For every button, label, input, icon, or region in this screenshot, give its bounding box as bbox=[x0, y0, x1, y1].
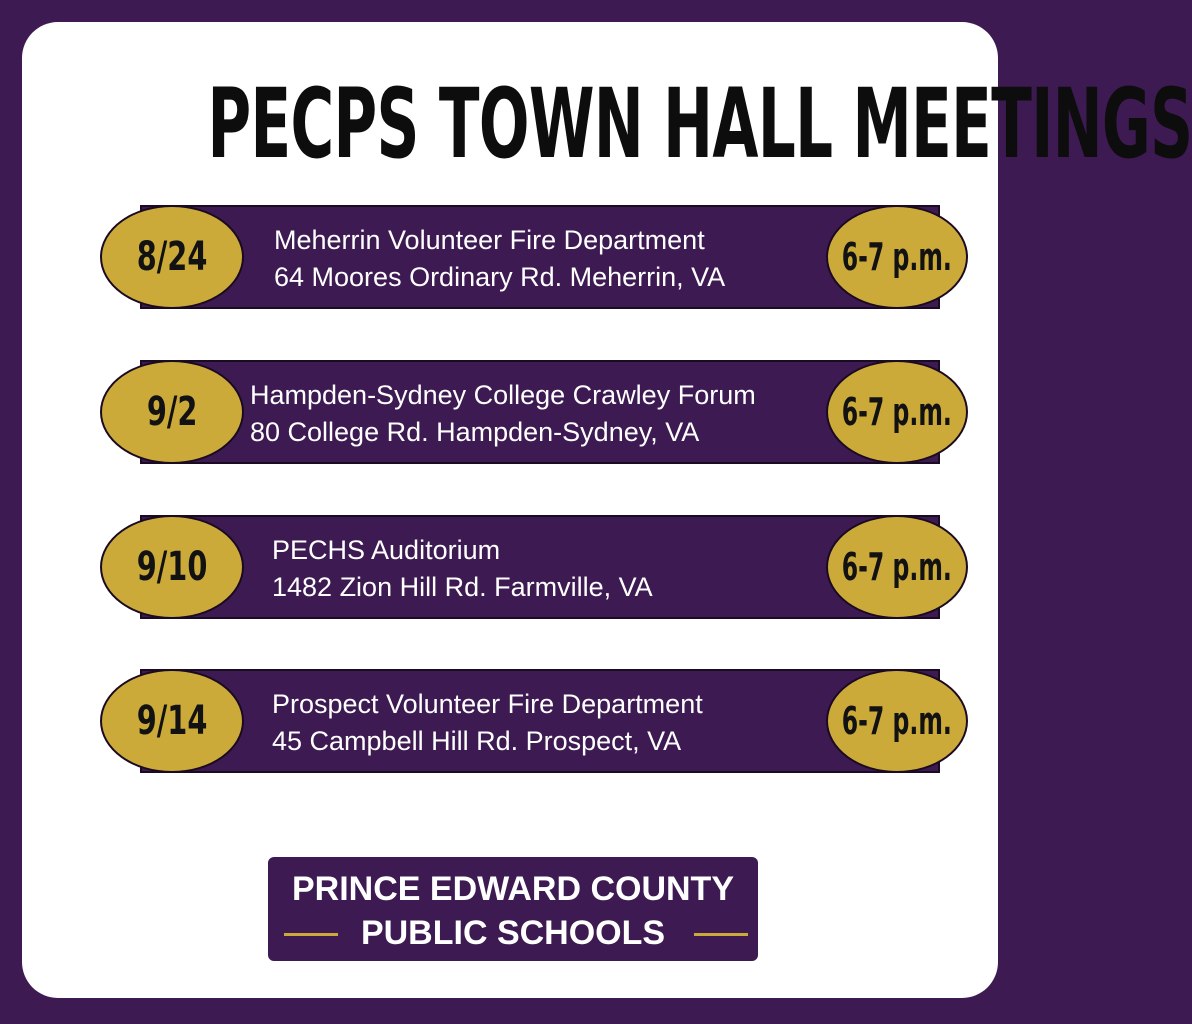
meeting-date-badge bbox=[100, 360, 244, 464]
logo-line-1: PRINCE EDWARD COUNTY bbox=[291, 870, 735, 908]
meeting-address: 1482 Zion Hill Rd. Farmville, VA bbox=[272, 572, 653, 602]
meeting-row bbox=[100, 205, 968, 309]
meeting-time: 6-7 p.m. bbox=[841, 390, 953, 434]
meeting-time-badge bbox=[826, 669, 968, 773]
meeting-venue: Meherrin Volunteer Fire Department bbox=[274, 225, 705, 255]
meeting-address: 45 Campbell Hill Rd. Prospect, VA bbox=[272, 726, 682, 756]
meeting-venue: Hampden-Sydney College Crawley Forum bbox=[250, 380, 756, 410]
meeting-row bbox=[100, 669, 968, 773]
meeting-row bbox=[100, 360, 968, 464]
meeting-date: 9/14 bbox=[136, 698, 208, 744]
meeting-info bbox=[272, 532, 653, 606]
meeting-address: 80 College Rd. Hampden-Sydney, VA bbox=[250, 417, 700, 447]
meeting-venue: Prospect Volunteer Fire Department bbox=[272, 689, 703, 719]
meeting-info bbox=[272, 686, 703, 760]
meeting-date-badge bbox=[100, 515, 244, 619]
meeting-date: 9/10 bbox=[136, 544, 208, 590]
flyer-card bbox=[22, 22, 1192, 998]
meeting-time: 6-7 p.m. bbox=[841, 235, 953, 279]
meeting-date: 8/24 bbox=[136, 234, 208, 280]
meeting-time: 6-7 p.m. bbox=[841, 699, 953, 743]
logo-line-2: PUBLIC SCHOOLS bbox=[360, 914, 666, 952]
meeting-venue: PECHS Auditorium bbox=[272, 535, 501, 565]
meeting-date-badge bbox=[100, 205, 244, 309]
meeting-time-badge bbox=[826, 205, 968, 309]
meeting-info bbox=[274, 222, 725, 296]
meeting-date-badge bbox=[100, 669, 244, 773]
meeting-row bbox=[100, 515, 968, 619]
meeting-time: 6-7 p.m. bbox=[841, 545, 953, 589]
logo-rule-right bbox=[694, 933, 748, 936]
meeting-time-badge bbox=[826, 360, 968, 464]
school-logo bbox=[268, 857, 758, 961]
meeting-address: 64 Moores Ordinary Rd. Meherrin, VA bbox=[274, 262, 726, 292]
meeting-date: 9/2 bbox=[146, 389, 198, 435]
page-title: PECPS TOWN HALL MEETINGS bbox=[207, 68, 1192, 180]
meeting-time-badge bbox=[826, 515, 968, 619]
meeting-info bbox=[250, 377, 756, 451]
